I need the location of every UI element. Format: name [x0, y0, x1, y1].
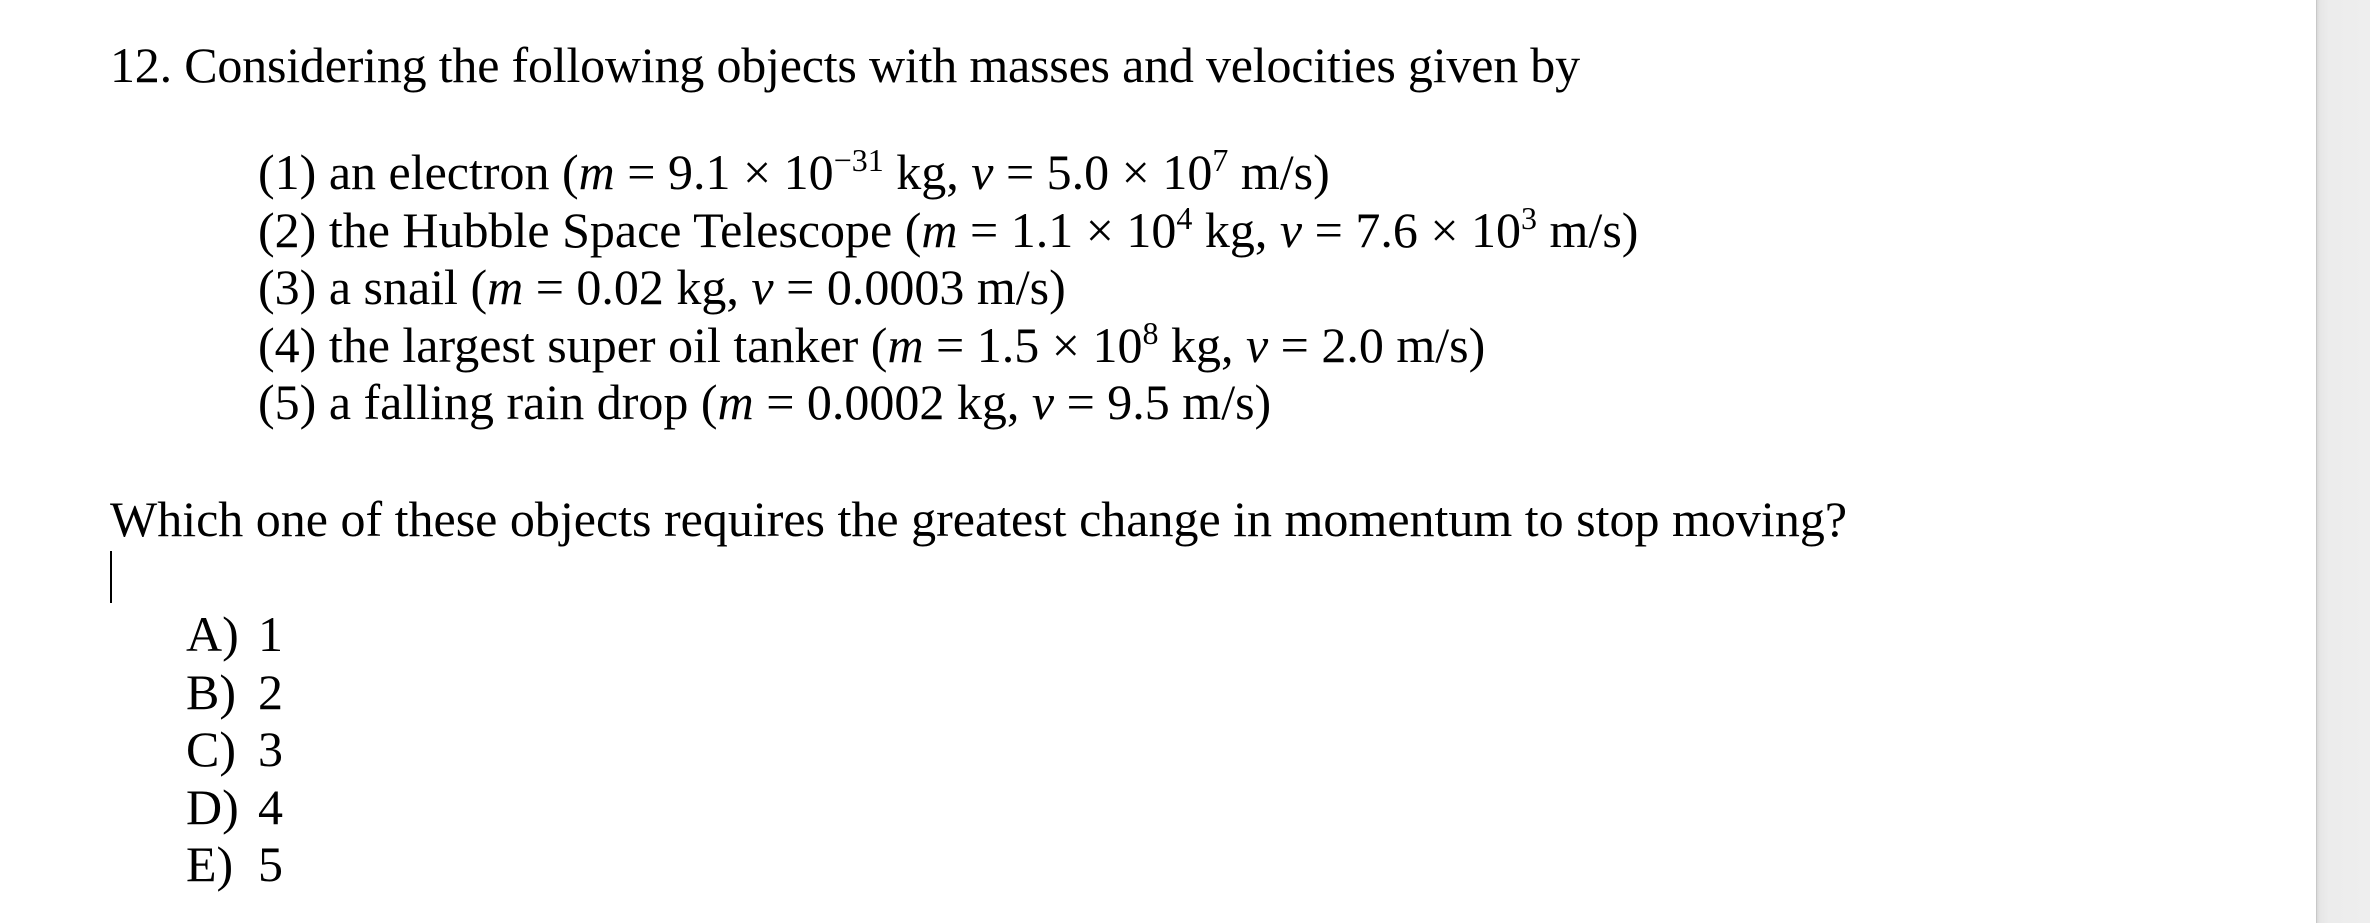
velocity-exponent: 7	[1212, 142, 1229, 178]
question-prompt: Which one of these objects requires the greatest change in momentum to stop moving?	[110, 491, 1848, 547]
choice-value: 1	[258, 606, 283, 662]
object-number: (4)	[258, 316, 317, 373]
mass-symbol: m	[578, 144, 615, 200]
object-name: a snail	[328, 259, 458, 315]
mass-unit: kg,	[956, 374, 1020, 430]
mass-value: 0.02	[576, 259, 664, 315]
scrollbar-gutter[interactable]	[2316, 0, 2370, 923]
mass-exponent: 8	[1142, 314, 1159, 351]
mass-value: 1.5 × 10	[976, 316, 1143, 373]
list-item: (2) the Hubble Space Telescope ($m = 1.1 \times 10^4$ kg, $v = 7.6 \times 10^3$ m/s)	[258, 199, 1639, 258]
list-item: (1) an electron ($m = 9.1 \times 10^{-31}$ kg, $v = 5.0 \times 10^7$ m/s)	[258, 142, 1330, 200]
choice-value: 3	[258, 721, 283, 777]
mass-value: 9.1 × 10	[667, 144, 834, 200]
velocity-symbol: v	[751, 259, 774, 315]
velocity-unit: m/s)	[1396, 316, 1486, 373]
object-number: (1)	[258, 144, 317, 200]
velocity-unit: m/s)	[1549, 201, 1639, 258]
mass-symbol: m	[921, 201, 958, 258]
answer-choice-a[interactable]	[186, 606, 283, 664]
answer-choice-e[interactable]	[186, 836, 283, 894]
list-item: (4) the largest super oil tanker ($m = 1.5 \times 10^8$ kg, v = 2.0 m/s)	[258, 314, 1486, 373]
choice-letter: D)	[186, 778, 239, 835]
object-number: (2)	[258, 201, 317, 258]
velocity-symbol: v	[1245, 316, 1269, 373]
mass-symbol: m	[887, 316, 924, 373]
choice-value: 4	[258, 778, 283, 835]
object-name: the Hubble Space Telescope	[328, 201, 893, 258]
mass-unit: kg,	[1170, 316, 1234, 373]
objects-list	[258, 144, 1638, 432]
object-number: (3)	[258, 259, 317, 315]
velocity-value: 7.6 × 10	[1355, 201, 1522, 258]
answer-choice-d[interactable]	[186, 779, 283, 837]
text-cursor[interactable]	[110, 551, 112, 603]
list-item: (5) a falling rain drop (m = 0.0002 kg, v = 9.5 m/s)	[258, 374, 1272, 430]
velocity-exponent: 3	[1521, 199, 1538, 236]
mass-exponent: 4	[1176, 199, 1193, 236]
question-title: 12. Considering the following objects with masses and velocities given by	[110, 37, 1580, 93]
velocity-unit: m/s)	[976, 259, 1066, 315]
velocity-symbol: v	[971, 144, 994, 200]
mass-unit: kg,	[1204, 201, 1268, 258]
answer-choice-b[interactable]	[186, 664, 283, 722]
choice-letter: A)	[186, 606, 239, 662]
list-item: (3) a snail (m = 0.02 kg, v = 0.0003 m/s)	[258, 259, 1066, 315]
choice-letter: E)	[186, 836, 234, 892]
object-number: (5)	[258, 374, 317, 430]
choice-letter: B)	[186, 663, 236, 720]
object-name: a falling rain drop	[328, 374, 689, 430]
mass-unit: kg,	[896, 144, 959, 200]
velocity-symbol: v	[1279, 201, 1303, 258]
choice-letter: C)	[186, 721, 236, 777]
mass-exponent: −31	[833, 142, 884, 178]
velocity-unit: m/s)	[1240, 144, 1330, 200]
mass-value: 1.1 × 10	[1010, 201, 1177, 258]
answer-choice-c[interactable]	[186, 721, 283, 779]
velocity-unit: m/s)	[1182, 374, 1272, 430]
mass-unit: kg,	[676, 259, 739, 315]
choice-value: 2	[258, 663, 283, 720]
object-name: the largest super oil tanker	[328, 316, 859, 373]
velocity-value: 5.0 × 10	[1046, 144, 1213, 200]
object-name: an electron	[328, 144, 550, 200]
velocity-symbol: v	[1031, 374, 1055, 430]
mass-symbol: m	[487, 259, 524, 315]
velocity-value: 2.0	[1321, 316, 1384, 373]
choice-value: 5	[258, 836, 283, 892]
answer-choices	[186, 606, 283, 894]
velocity-value: 9.5	[1107, 374, 1170, 430]
mass-symbol: m	[717, 374, 754, 430]
velocity-value: 0.0003	[826, 259, 965, 315]
mass-value: 0.0002	[806, 374, 945, 430]
